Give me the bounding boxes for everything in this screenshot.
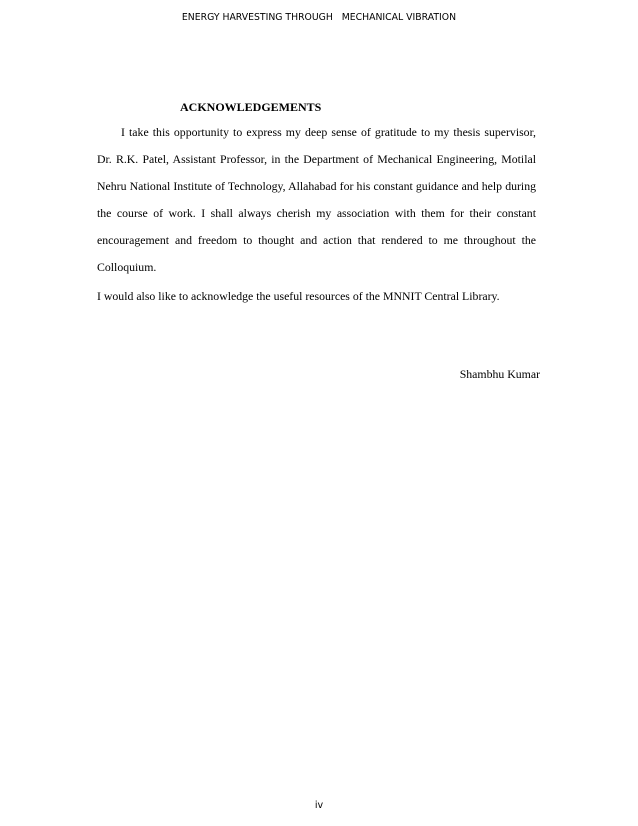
page-number: iv	[314, 800, 324, 811]
author-signature: Shambhu Kumar	[459, 367, 540, 381]
library-acknowledgement-paragraph: I would also like to acknowledge the useful resources of the MNNIT Central Library.	[97, 289, 500, 303]
acknowledgement-paragraph: I take this opportunity to express my deep sense of gratitude to my thesis supervisor, Dr. R.K. Patel, Assistant Professor, in the Department of Mechanical Engineering, Motilal Nehru National Institute of Technology, Allahabad for his constant guidance and help during the course of work. I shall always cherish my association with them for their constant encouragement and freedom to thought and action that rendered to me throughout the Colloquium.	[97, 125, 536, 274]
running-header: ENERGY HARVESTING THROUGH MECHANICAL VIBRATION	[181, 12, 457, 23]
section-heading: ACKNOWLEDGEMENTS	[180, 100, 322, 114]
